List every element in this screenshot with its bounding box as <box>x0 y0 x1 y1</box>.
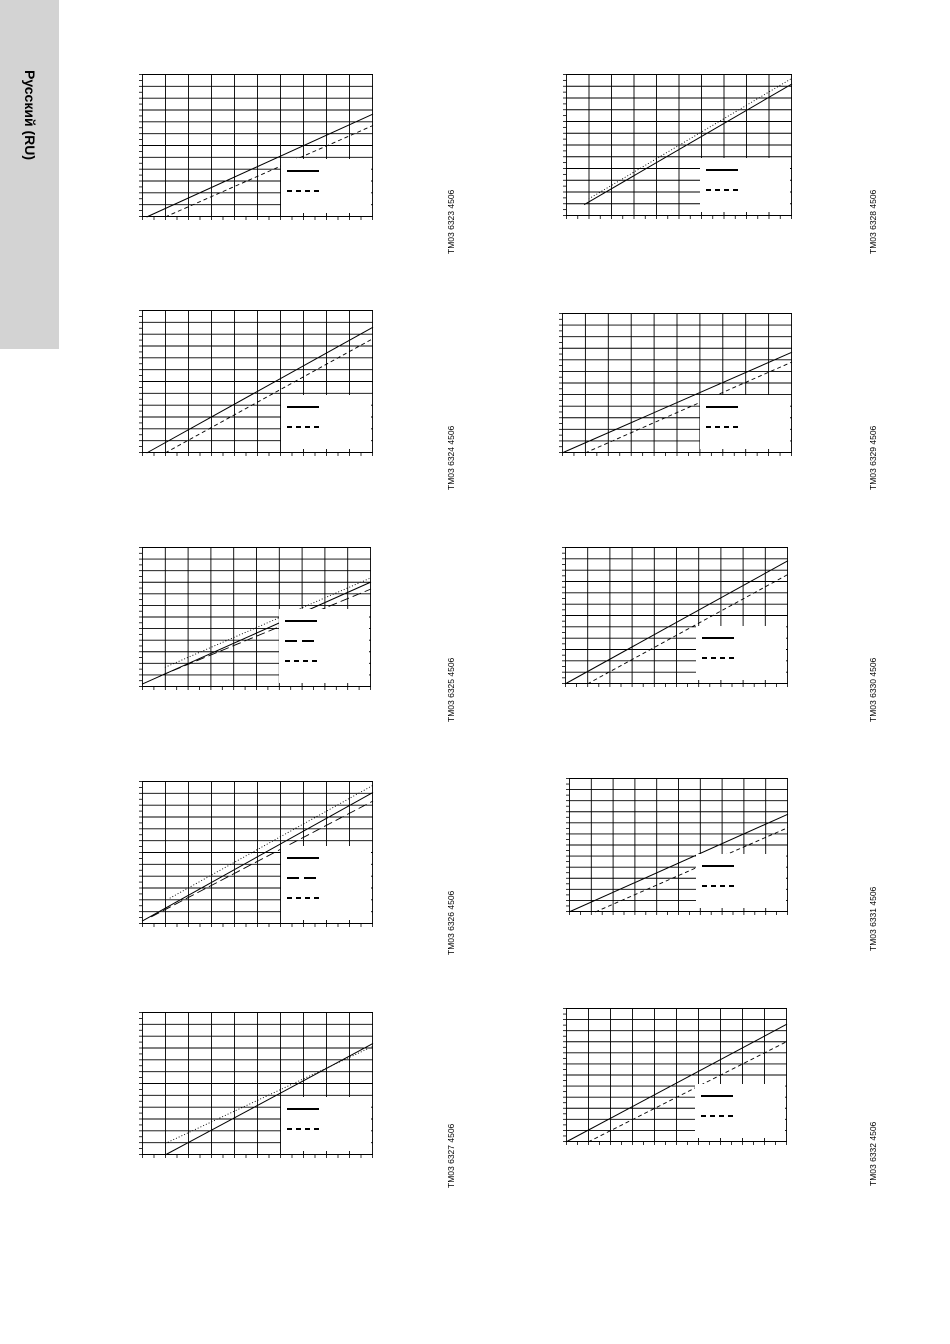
figure-code: TM03 6325 4506 <box>446 657 456 722</box>
legend-box <box>281 159 371 213</box>
figure-code: TM03 6330 4506 <box>868 657 878 722</box>
chart-5 <box>142 547 371 687</box>
chart-6 <box>565 547 788 684</box>
chart-1 <box>142 74 373 217</box>
legend-box <box>700 158 790 212</box>
chart-4 <box>562 313 792 453</box>
legend-box <box>696 854 786 908</box>
chart-7 <box>142 781 373 924</box>
figure-code: TM03 6331 4506 <box>868 886 878 951</box>
legend-box <box>695 1084 785 1138</box>
figure-code: TM03 6327 4506 <box>446 1123 456 1188</box>
figure-code: TM03 6328 4506 <box>868 189 878 254</box>
figure-code: TM03 6326 4506 <box>446 890 456 955</box>
legend-box <box>281 395 371 449</box>
figure-code: TM03 6323 4506 <box>446 189 456 254</box>
figure-code: TM03 6329 4506 <box>868 425 878 490</box>
chart-8 <box>569 778 788 912</box>
chart-2 <box>566 74 792 216</box>
legend-box <box>696 626 786 680</box>
chart-9 <box>142 1012 373 1155</box>
chart-3 <box>142 310 373 453</box>
language-label: Русский (RU) <box>22 70 38 161</box>
language-tab <box>0 0 59 349</box>
figure-code: TM03 6324 4506 <box>446 425 456 490</box>
legend-box <box>700 395 790 449</box>
chart-10 <box>566 1008 787 1142</box>
legend-box <box>281 1097 371 1151</box>
figure-code: TM03 6332 4506 <box>868 1121 878 1186</box>
